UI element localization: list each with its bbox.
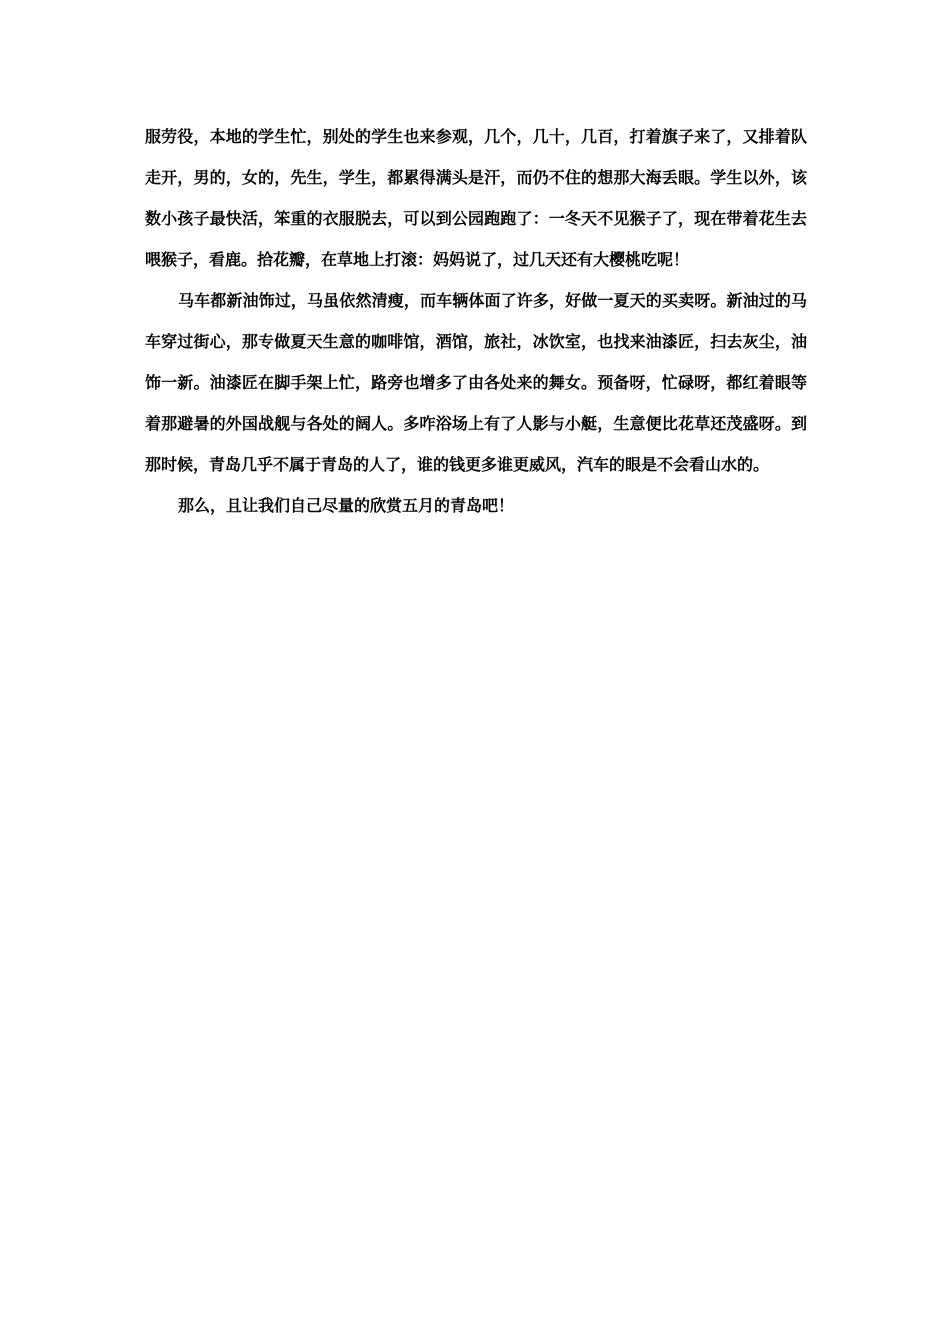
paragraph-3: 那么，且让我们自己尽量的欣赏五月的青岛吧！	[178, 496, 515, 515]
paragraph-1: 服劳役，本地的学生忙，别处的学生也来参观，几个，几十，几百，打着旗子来了，又排着队走开，男的，女的，先生，学生，都累得满头是汗，而仍不住的想那大海丢眼。学生以外，该数小孩子最快活，笨重的衣服脱去，可以到公园跑跑了：一冬天不见猴子了，现在带着花生去喂猴子，看鹿。拾花瓣，在草地上打滚：妈妈说了，过几天还有大樱桃吃呢！	[145, 127, 807, 269]
document-body	[145, 116, 807, 526]
paragraph-2: 马车都新油饰过，马虽依然清瘦，而车辆体面了许多，好做一夏天的买卖呀。新油过的马车穿过街心，那专做夏天生意的咖啡馆，酒馆，旅社，冰饮室，也找来油漆匠，扫去灰尘，油饰一新。油漆匠在脚手架上忙，路旁也增多了由各处来的舞女。预备呀，忙碌呀，都红着眼等着那避暑的外国战舰与各处的阔人。多咋浴场上有了人影与小艇，生意便比花草还茂盛呀。到那时候，青岛几乎不属于青岛的人了，谁的钱更多谁更威风，汽车的眼是不会看山水的。	[145, 291, 807, 474]
